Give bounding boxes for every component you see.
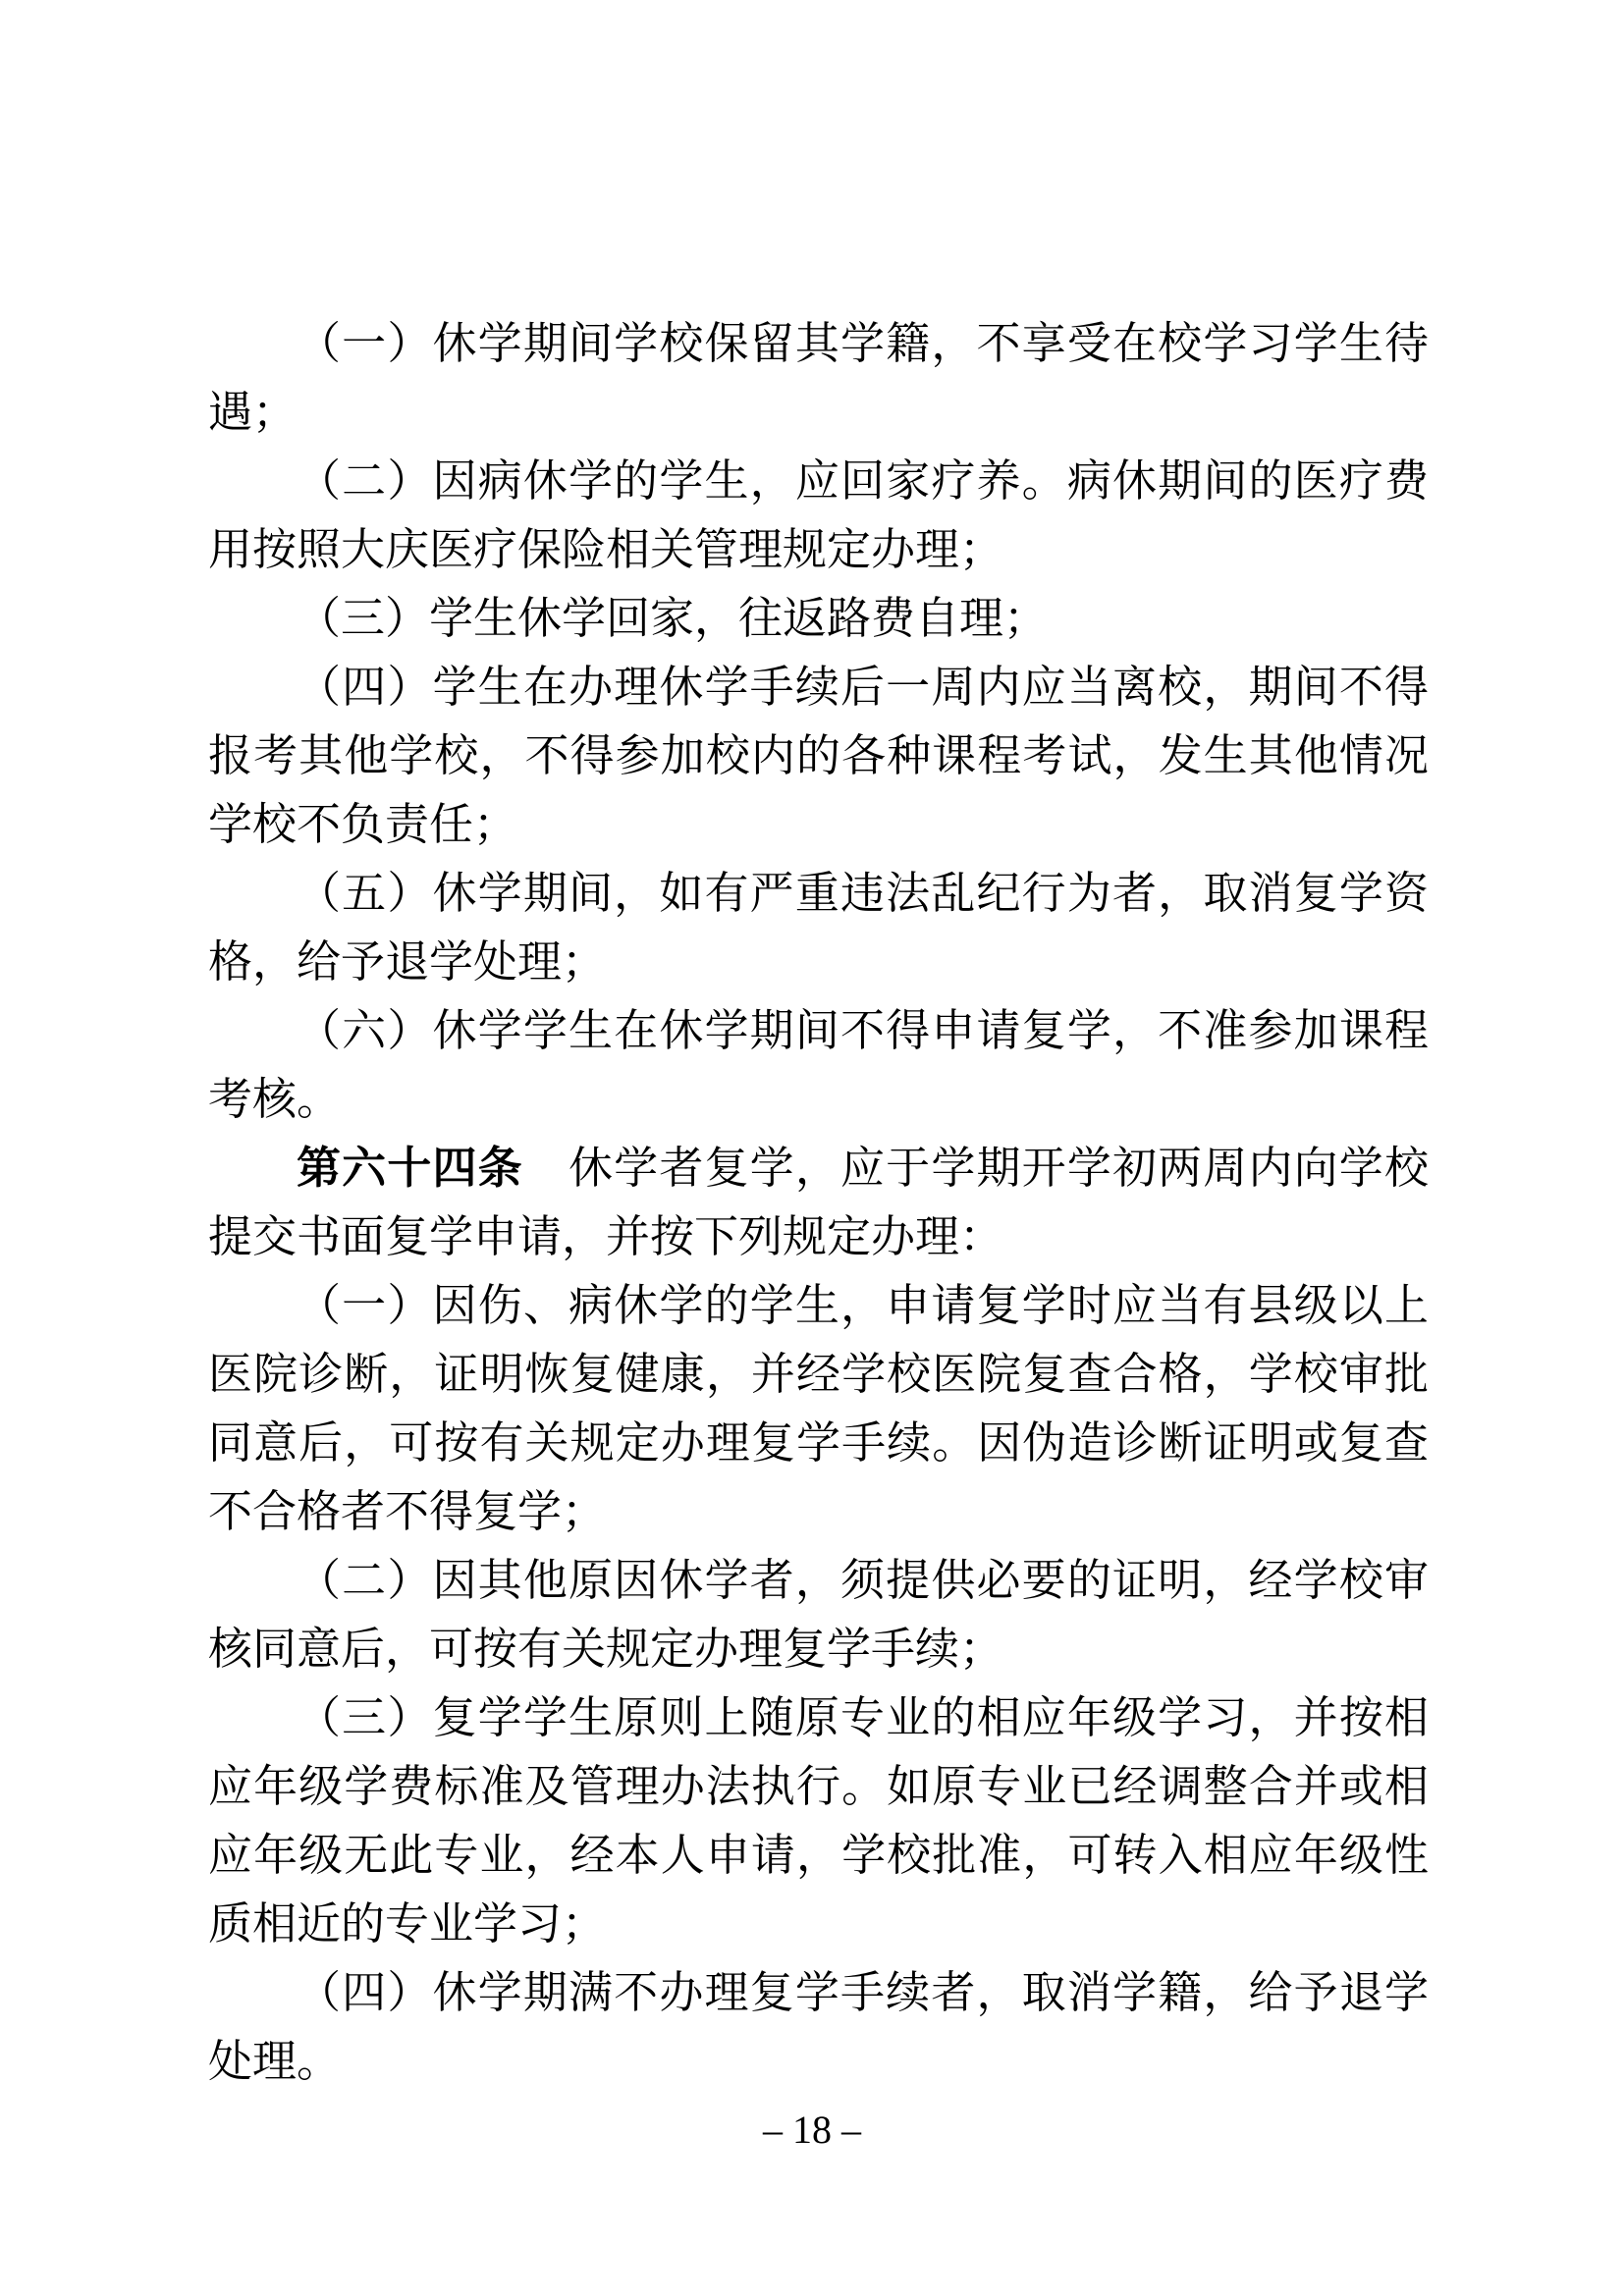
paragraph: （一）因伤、病休学的学生，申请复学时应当有县级以上医院诊断，证明恢复健康，并经学校医院复查合格，学校审批同意后，可按有关规定办理复学手续。因伪造诊断证明或复查不合格者不得复学； [208,1281,1429,1536]
paragraph: （五）休学期间，如有严重违法乱纪行为者，取消复学资格，给予退学处理； [208,869,1429,987]
page-number: – 18 – [763,2108,861,2152]
page-footer [0,2101,1624,2160]
paragraph: （一）休学期间学校保留其学籍，不享受在校学习学生待遇； [208,319,1429,437]
article-number: 第六十四条 [297,1144,523,1193]
paragraph: （二）因病休学的学生，应回家疗养。病休期间的医疗费用按照大庆医疗保险相关管理规定办理； [208,456,1429,574]
document-body [208,309,1429,2096]
paragraph: （四）学生在办理休学手续后一周内应当离校，期间不得报考其他学校，不得参加校内的各种课程考试，发生其他情况学校不负责任； [208,663,1429,849]
paragraph: （六）休学学生在休学期间不得申请复学，不准参加课程考核。 [208,1006,1429,1124]
paragraph: （三）学生休学回家，往返路费自理； [297,594,1049,643]
paragraph: 第六十四条 休学者复学，应于学期开学初两周内向学校提交书面复学申请，并按下列规定办理： [208,1144,1429,1261]
paragraph: （四）休学期满不办理复学手续者，取消学籍，给予退学处理。 [208,1968,1429,2086]
paragraph: （二）因其他原因休学者，须提供必要的证明，经学校审核同意后，可按有关规定办理复学手续； [208,1556,1429,1674]
paragraph: （三）复学学生原则上随原专业的相应年级学习，并按相应年级学费标准及管理办法执行。如原专业已经调整合并或相应年级无此专业，经本人申请，学校批准，可转入相应年级性质相近的专业学习； [208,1693,1429,1949]
